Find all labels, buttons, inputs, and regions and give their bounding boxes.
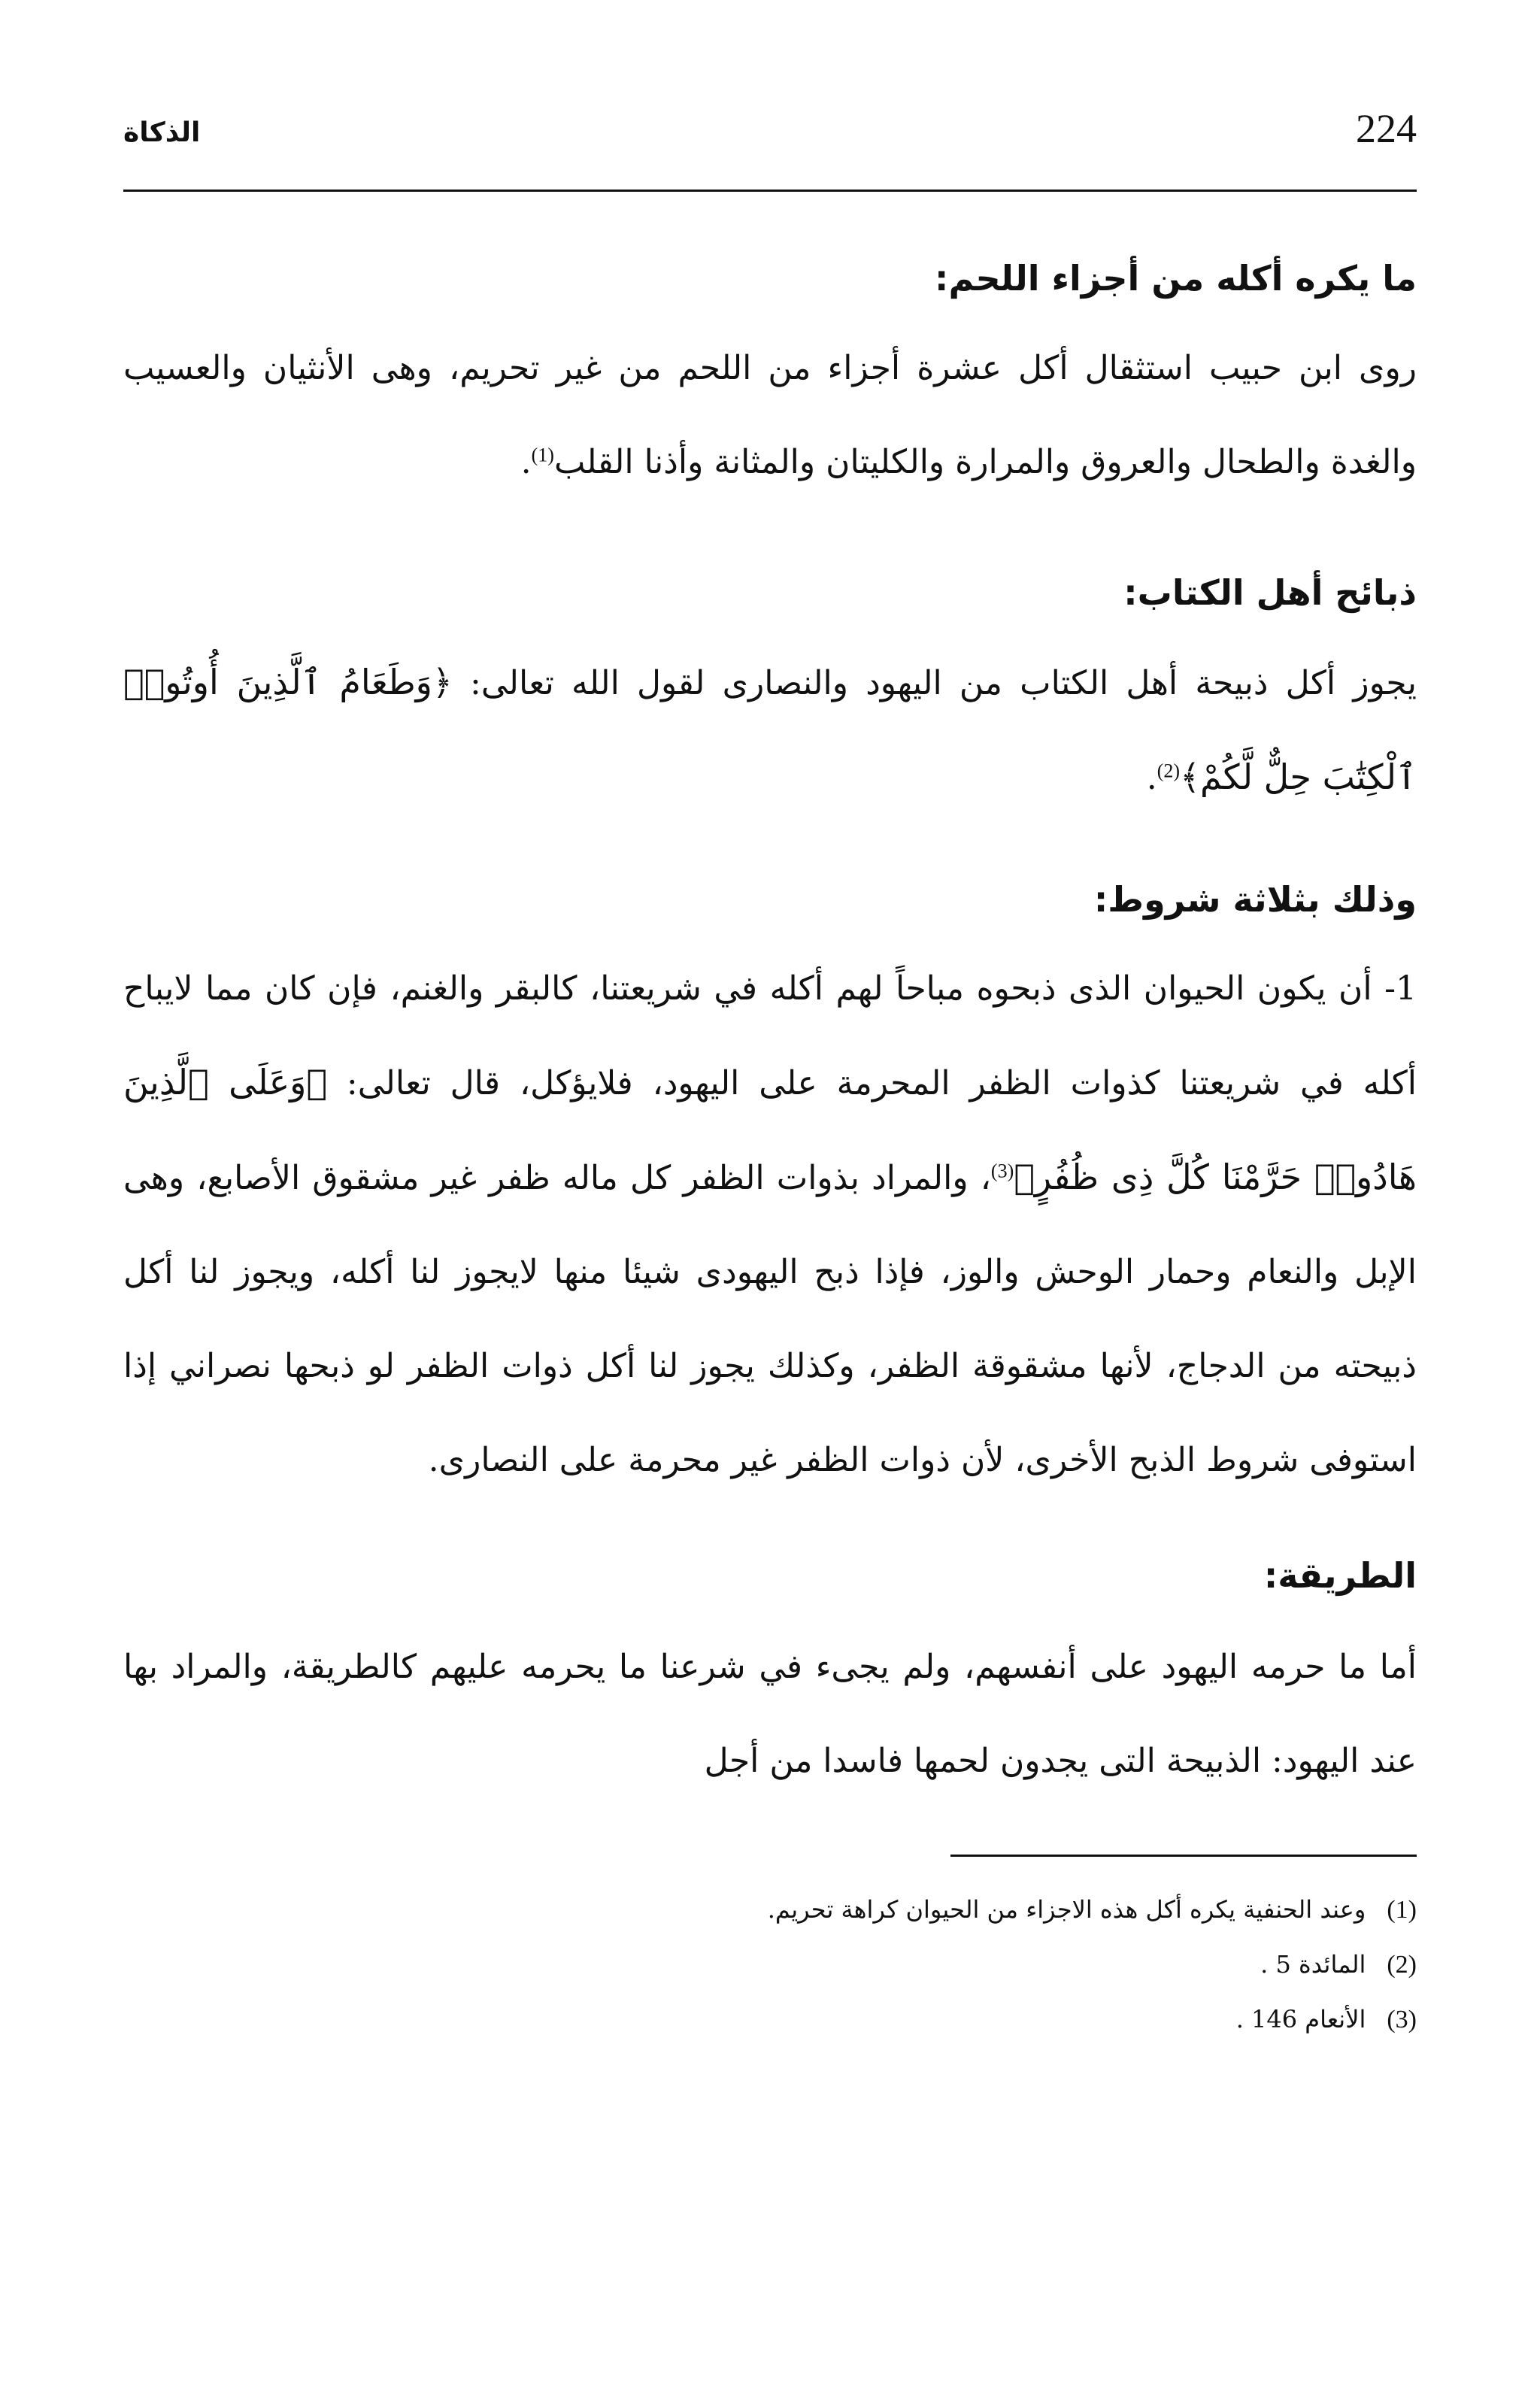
paragraph-tail: .: [1146, 758, 1157, 797]
paragraph-tariqa: [123, 1620, 1417, 1808]
paragraph-text: روى ابن حبيب استثقال أكل عشرة أجزاء من اللحم من غير تحريم، وهى الأنثيان والعسيب والغدة والطحال والعروق والمرارة والكليتان والمثانة وأذنا القلب: [123, 348, 1417, 481]
running-header: [123, 90, 1417, 192]
footnote-ref-1[interactable]: (1): [531, 444, 554, 466]
footnote-text: وعند الحنفية يكره أكل هذه الاجزاء من الحيوان كراهة تحريم.: [767, 1895, 1366, 1924]
quran-quote: ﴿وَطَعَامُ ٱلَّذِينَ أُوتُوا۟ ٱلْكِتَٰبَ حِلٌّ لَّكُمْ﴾: [123, 661, 1417, 797]
footnote-divider: [950, 1855, 1417, 1857]
footnote-number: (3): [1387, 2006, 1417, 2034]
paragraph-disliked-parts: [123, 321, 1417, 509]
footnote-item: [123, 1992, 1417, 2047]
footnote-text: المائدة 5 .: [1260, 1950, 1366, 1979]
footnotes: [123, 1882, 1417, 2047]
paragraph-three-conditions: [123, 942, 1417, 1507]
footnote-item: [123, 1882, 1417, 1937]
paragraph-text: 1- أن يكون الحيوان الذى ذبحوه مباحاً لهم أكله في شريعتنا، كالبقر والغنم، فإن كان مما لايباح أكله في شريعتنا كذوات الظفر المحرمة على اليهود، فلايؤكل، قال تعالى:: [123, 969, 1417, 1103]
quran-quote: ﴿وَعَلَى ٱلَّذِينَ هَادُوا۟ حَرَّمْنَا كُلَّ ذِى ظُفُرٍ﴾: [123, 1062, 1417, 1198]
footnote-ref-2[interactable]: (2): [1157, 759, 1181, 781]
footnote-ref-3[interactable]: (3): [990, 1160, 1014, 1182]
running-title: الذكاة: [123, 117, 201, 148]
section-heading-disliked-parts: ما يكره أكله من أجزاء اللحم:: [935, 258, 1417, 299]
section-heading-tariqa: الطريقة:: [1263, 1555, 1417, 1597]
footnote-text: الأنعام 146 .: [1235, 2005, 1366, 2034]
section-heading-people-of-book: ذبائح أهل الكتاب:: [1123, 572, 1417, 613]
paragraph-text: أما ما حرمه اليهود على أنفسهم، ولم يجىء في شرعنا ما يحرمه عليهم كالطريقة، والمراد بها عند اليهود: الذبيحة التى يجدون لحمها فاسدا من أجل: [123, 1648, 1417, 1781]
book-page: [123, 90, 1417, 2331]
paragraph-tail: .: [520, 442, 532, 481]
footnote-number: (2): [1387, 1951, 1417, 1979]
page-number: 224: [1356, 106, 1417, 151]
paragraph-text: يجوز أكل ذبيحة أهل الكتاب من اليهود والنصارى لقول الله تعالى:: [470, 663, 1417, 702]
footnote-number: (1): [1387, 1896, 1417, 1924]
paragraph-text-continued: ، والمراد بذوات الظفر كل ماله ظفر غير مشقوق الأصابع، وهى الإبل والنعام وحمار الوحش والوز، فإذا ذبح اليهودى شيئا منها لايجوز لنا أكله، ويجوز لنا أكل ذبيحته من الدجاج، لأنها مشقوقة الظفر، وكذلك يجوز لنا أكل ذوات الظفر لو ذبحها نصراني إذا استوفى شروط الذبح الأخرى، لأن ذوات الظفر غير محرمة على النصارى.: [123, 1159, 1417, 1480]
section-heading-three-conditions: وذلك بثلاثة شروط:: [1093, 878, 1417, 920]
paragraph-people-of-book: [123, 635, 1417, 825]
footnote-item: [123, 1937, 1417, 1992]
